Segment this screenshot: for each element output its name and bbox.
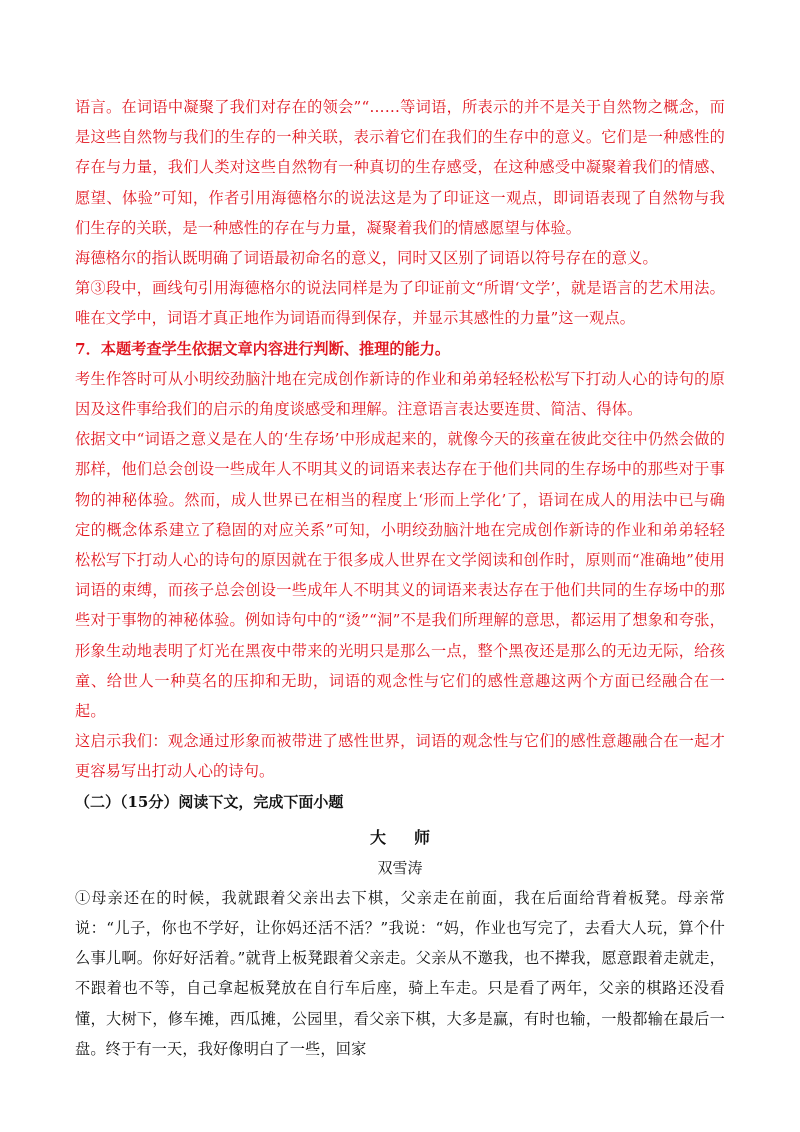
answer-paragraph: 第③段中，画线句引用海德格尔的说法同样是为了印证前文“所谓‘文学’，就是语言的艺术用法。唯在文学中，词语才真正地作为词语而得到保存，并显示其感性的力量”这一观点。 [75,279,725,328]
answer-paragraph: 考生作答时可从小明绞劲脑汁地在完成创作新诗的作业和弟弟轻轻松松写下打动人心的诗句的原因及这件事给我们的启示的角度谈感受和理解。注意语言表达要连贯、简洁、得体。 [75,369,725,419]
reading-section [75,787,725,1064]
article-body-paragraph: ①母亲还在的时候，我就跟着父亲出去下棋，父亲走在前面，我在后面给背着板凳。母亲常说：“儿子，你也不学好，让你妈还活不活？”我说：“妈，作业也写完了，去看大人玩，算个什么事儿啊。你好好活着。”就背上板凳跟着父亲走。父亲从不邀我，也不撵我，愿意跟着走就走，不跟着也不等，自己拿起板凳放在自行车后座，骑上车走。只是看了两年，父亲的棋路还没看懂，大树下，修车摊，西瓜摊，公园里，看父亲下棋，大多是赢，有时也输，一般都输在最后一盘。终于有一天，我好像明白了一些，回家 [75,888,725,1058]
article-title: 大师 [369,827,458,847]
answer-paragraph: 语言。在词语中凝聚了我们对存在的领会”“……等词语，所表示的并不是关于自然物之概念，而是这些自然物与我们的生存的一种关联，表示着它们在我们的生存中的意义。它们是一种感性的存在与力量，我们人类对这些自然物有一种真切的生存感受，在这种感受中凝聚着我们的情感、愿望、体验”可知，作者引用海德格尔的说法这是为了印证这一观点，即词语表现了自然物与我们生存的关联，是一种感性的存在与力量，凝聚着我们的情感愿望与体验。 [75,98,725,237]
answer-paragraph: 这启示我们：观念通过形象而被带进了感性世界，词语的观念性与它们的感性意趣融合在一起才更容易写出打动人心的诗句。 [75,732,725,781]
page-content [75,92,725,1064]
answer-paragraph: 依据文中“词语之意义是在人的‘生存场’中形成起来的，就像今天的孩童在彼此交往中仍然会做的那样，他们总会创设一些成年人不明其义的词语来表达存在于他们共同的生存场中的那些对于事物的神秘体验。然而，成人世界已在相当的程度上‘形而上学化’了，语词在成人的用法中已与确定的概念体系建立了稳固的对应关系”可知，小明绞劲脑汁地在完成创作新诗的作业和弟弟轻轻松松写下打动人心的诗句的原因就在于很多成人世界在文学阅读和创作时，原则而“准确地”使用词语的束缚，而孩子总会创设一些成年人不明其义的词语来表达存在于他们共同的生存场中的那些对于事物的神秘体验。例如诗句中的“烫”“洞”不是我们所理解的意思，都运用了想象和夸张，形象生动地表明了灯光在黑夜中带来的光明只是那么一点，整个黑夜还是那么的无边无际，给孩童、给世人一种莫名的压抑和无助，词语的观念性与它们的感性意趣这两个方面已经融合在一起。 [75,430,725,721]
question-7-heading: 7．本题考查学生依据文章内容进行判断、推理的能力。 [75,339,451,358]
answer-paragraph: 海德格尔的指认既明确了词语最初命名的意义，同时又区别了词语以符号存在的意义。 [75,249,658,268]
answer-analysis [75,92,725,787]
section-heading: （二）（15分）阅读下文，完成下面小题 [75,792,344,811]
article-author: 双雪涛 [377,858,423,877]
